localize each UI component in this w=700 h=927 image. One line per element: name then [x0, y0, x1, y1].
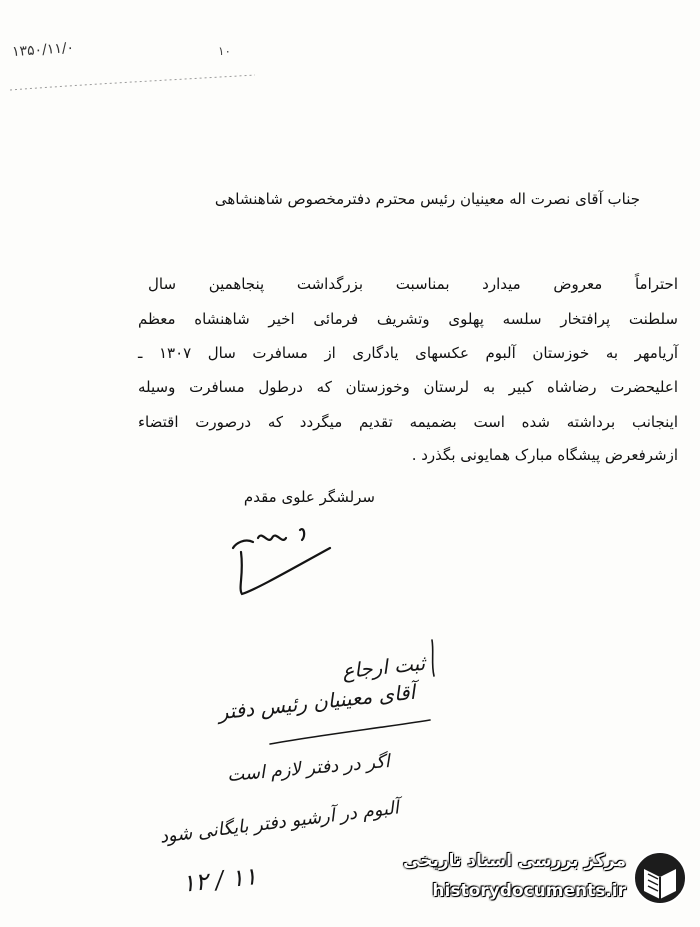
body-line-5: اینجانب برداشته شده است بضمیمه تقدیم میگردد که درصورت اقتضاء: [138, 413, 678, 431]
body-line-1: احتراماً معروض میدارد بمناسبت بزرگداشت پنجاهمین سال: [148, 275, 678, 293]
signature-mark: [233, 529, 330, 594]
corner-mark: ۱۰: [218, 44, 231, 58]
handwritten-note-line-4: آلبوم در آرشیو دفتر بایگانی شود: [159, 797, 401, 848]
handwritten-note-line-1: ثبت ارجاع: [340, 650, 427, 684]
watermark-url: historydocuments.ir: [432, 881, 626, 901]
handwritten-date: ۱۲ / ۱۱: [180, 862, 259, 898]
reference-number: ۱۳۵۰/۱۱/۰: [11, 39, 75, 61]
body-line-3: آریامهر به خوزستان آلبوم عکسهای یادگاری از مسافرت سال ۱۳۰۷ ـ: [138, 344, 678, 362]
addressee-line: جناب آقای نصرت اله معینیان رئیس محترم دفترمخصوص شاهنشاهی: [214, 190, 640, 208]
signer-name: سرلشگر علوی مقدم: [243, 488, 375, 506]
body-line-6: ازشرفعرض پیشگاه مبارک همایونی بگذرد .: [411, 446, 678, 464]
handwritten-note-line-2: آقای معینیان رئیس دفتر: [216, 679, 416, 725]
watermark-title: مرکز بررسی اسناد تاریخی: [403, 851, 626, 871]
handwritten-note-line-3: اگر در دفتر لازم است: [226, 750, 391, 787]
reference-underline: [10, 75, 255, 90]
body-line-4: اعلیحضرت رضاشاه کبیر به لرستان وخوزستان که درطول مسافرت وسیله: [138, 378, 678, 396]
body-line-2: سلطنت پرافتخار سلسه پهلوی وتشریف فرمائی اخیر شاهنشاه معظم: [138, 310, 678, 328]
book-logo-icon: [632, 849, 688, 907]
archive-watermark: [398, 847, 688, 913]
